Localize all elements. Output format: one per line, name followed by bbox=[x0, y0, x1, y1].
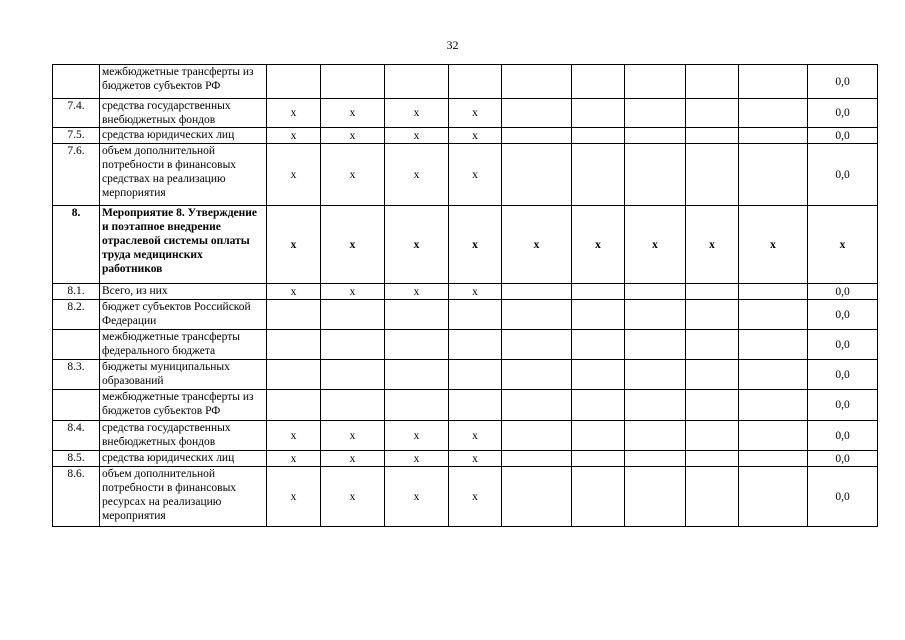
value-cell: 0,0 bbox=[808, 284, 878, 300]
value-cell: 0,0 bbox=[808, 421, 878, 451]
value-cell bbox=[739, 300, 808, 330]
value-cell bbox=[739, 467, 808, 527]
row-number-cell bbox=[53, 390, 100, 421]
value-cell: x bbox=[385, 451, 449, 467]
value-cell bbox=[572, 300, 625, 330]
row-number-cell: 8. bbox=[53, 206, 100, 284]
value-cell bbox=[572, 128, 625, 144]
row-number-cell: 8.2. bbox=[53, 300, 100, 330]
value-cell: x bbox=[385, 206, 449, 284]
value-cell bbox=[739, 144, 808, 206]
value-cell bbox=[502, 390, 572, 421]
value-cell bbox=[625, 451, 686, 467]
value-cell bbox=[625, 300, 686, 330]
value-cell: x bbox=[267, 421, 321, 451]
value-cell: x bbox=[321, 99, 385, 128]
value-cell bbox=[572, 65, 625, 99]
value-cell bbox=[385, 330, 449, 360]
value-cell bbox=[321, 360, 385, 390]
value-cell bbox=[502, 99, 572, 128]
row-number-cell: 8.4. bbox=[53, 421, 100, 451]
row-description-cell: бюджет субъектов Российской Федерации bbox=[100, 300, 267, 330]
table-row bbox=[53, 467, 878, 527]
value-cell bbox=[739, 99, 808, 128]
value-cell: x bbox=[321, 284, 385, 300]
row-description-cell: средства юридических лиц bbox=[100, 128, 267, 144]
table-row bbox=[53, 421, 878, 451]
table-row bbox=[53, 390, 878, 421]
value-cell: 0,0 bbox=[808, 99, 878, 128]
row-description-cell: средства юридических лиц bbox=[100, 451, 267, 467]
value-cell: x bbox=[686, 206, 739, 284]
value-cell: 0,0 bbox=[808, 390, 878, 421]
row-description-cell: Всего, из них bbox=[100, 284, 267, 300]
value-cell bbox=[625, 467, 686, 527]
value-cell bbox=[686, 99, 739, 128]
value-cell bbox=[502, 421, 572, 451]
row-description-cell: объем дополнительной потребности в финансовых ресурсах на реализацию мероприятия bbox=[100, 467, 267, 527]
row-number-cell: 8.5. bbox=[53, 451, 100, 467]
value-cell bbox=[686, 128, 739, 144]
value-cell bbox=[686, 300, 739, 330]
value-cell bbox=[502, 144, 572, 206]
value-cell: x bbox=[385, 467, 449, 527]
value-cell: x bbox=[321, 451, 385, 467]
value-cell: 0,0 bbox=[808, 144, 878, 206]
value-cell: x bbox=[267, 451, 321, 467]
value-cell bbox=[686, 421, 739, 451]
value-cell bbox=[572, 467, 625, 527]
value-cell bbox=[686, 360, 739, 390]
value-cell: x bbox=[321, 421, 385, 451]
row-description-cell: средства государственных внебюджетных фондов bbox=[100, 99, 267, 128]
value-cell bbox=[686, 330, 739, 360]
value-cell bbox=[267, 300, 321, 330]
value-cell bbox=[385, 65, 449, 99]
row-description-cell: бюджеты муниципальных образований bbox=[100, 360, 267, 390]
table-row bbox=[53, 284, 878, 300]
page-number: 32 bbox=[446, 38, 459, 52]
value-cell: x bbox=[449, 99, 502, 128]
value-cell bbox=[686, 65, 739, 99]
value-cell bbox=[267, 65, 321, 99]
value-cell bbox=[739, 451, 808, 467]
value-cell: 0,0 bbox=[808, 300, 878, 330]
value-cell: x bbox=[385, 284, 449, 300]
value-cell bbox=[502, 451, 572, 467]
value-cell: x bbox=[449, 451, 502, 467]
value-cell bbox=[572, 284, 625, 300]
value-cell bbox=[572, 99, 625, 128]
value-cell: x bbox=[808, 206, 878, 284]
value-cell: x bbox=[267, 128, 321, 144]
table-row bbox=[53, 330, 878, 360]
value-cell bbox=[502, 360, 572, 390]
value-cell bbox=[686, 284, 739, 300]
value-cell: x bbox=[449, 144, 502, 206]
value-cell: x bbox=[385, 144, 449, 206]
value-cell: x bbox=[385, 128, 449, 144]
table-row bbox=[53, 99, 878, 128]
value-cell: 0,0 bbox=[808, 128, 878, 144]
row-description-cell: объем дополнительной потребности в финансовых средствах на реализацию мерпориятия bbox=[100, 144, 267, 206]
value-cell bbox=[385, 360, 449, 390]
table-row bbox=[53, 206, 878, 284]
value-cell bbox=[449, 360, 502, 390]
value-cell bbox=[572, 360, 625, 390]
value-cell bbox=[625, 421, 686, 451]
value-cell: x bbox=[449, 206, 502, 284]
value-cell bbox=[502, 300, 572, 330]
value-cell: x bbox=[321, 128, 385, 144]
value-cell bbox=[625, 330, 686, 360]
table-row bbox=[53, 144, 878, 206]
row-number-cell: 8.1. bbox=[53, 284, 100, 300]
value-cell bbox=[572, 330, 625, 360]
value-cell bbox=[449, 390, 502, 421]
value-cell bbox=[625, 65, 686, 99]
value-cell bbox=[502, 65, 572, 99]
budget-table bbox=[52, 64, 878, 527]
value-cell bbox=[572, 451, 625, 467]
value-cell: x bbox=[502, 206, 572, 284]
value-cell: x bbox=[267, 206, 321, 284]
value-cell bbox=[385, 300, 449, 330]
row-description-cell: межбюджетные трансферты из бюджетов субъектов РФ bbox=[100, 390, 267, 421]
value-cell: x bbox=[449, 284, 502, 300]
table-row bbox=[53, 451, 878, 467]
value-cell bbox=[625, 360, 686, 390]
row-number-cell: 7.4. bbox=[53, 99, 100, 128]
row-number-cell: 8.3. bbox=[53, 360, 100, 390]
row-number-cell: 8.6. bbox=[53, 467, 100, 527]
table-row bbox=[53, 128, 878, 144]
value-cell bbox=[686, 467, 739, 527]
value-cell: 0,0 bbox=[808, 360, 878, 390]
value-cell bbox=[625, 99, 686, 128]
value-cell bbox=[625, 128, 686, 144]
value-cell bbox=[449, 65, 502, 99]
value-cell bbox=[502, 330, 572, 360]
value-cell bbox=[502, 284, 572, 300]
value-cell bbox=[686, 451, 739, 467]
row-description-cell: межбюджетные трансферты федерального бюджета bbox=[100, 330, 267, 360]
table-body bbox=[53, 65, 878, 527]
value-cell: 0,0 bbox=[808, 467, 878, 527]
value-cell bbox=[321, 390, 385, 421]
value-cell: 0,0 bbox=[808, 451, 878, 467]
value-cell: x bbox=[385, 99, 449, 128]
value-cell bbox=[449, 300, 502, 330]
value-cell bbox=[502, 128, 572, 144]
value-cell bbox=[267, 390, 321, 421]
value-cell: 0,0 bbox=[808, 330, 878, 360]
value-cell: x bbox=[321, 467, 385, 527]
value-cell: x bbox=[321, 206, 385, 284]
value-cell bbox=[321, 300, 385, 330]
value-cell: x bbox=[449, 421, 502, 451]
value-cell bbox=[739, 65, 808, 99]
value-cell bbox=[572, 390, 625, 421]
value-cell bbox=[625, 390, 686, 421]
value-cell bbox=[385, 390, 449, 421]
value-cell: 0,0 bbox=[808, 65, 878, 99]
value-cell bbox=[449, 330, 502, 360]
value-cell bbox=[321, 330, 385, 360]
value-cell bbox=[739, 360, 808, 390]
value-cell bbox=[267, 330, 321, 360]
value-cell bbox=[321, 65, 385, 99]
value-cell bbox=[686, 390, 739, 421]
value-cell: x bbox=[267, 99, 321, 128]
value-cell bbox=[267, 360, 321, 390]
value-cell bbox=[572, 421, 625, 451]
row-number-cell: 7.6. bbox=[53, 144, 100, 206]
value-cell: x bbox=[385, 421, 449, 451]
value-cell: x bbox=[321, 144, 385, 206]
value-cell: x bbox=[267, 284, 321, 300]
value-cell: x bbox=[572, 206, 625, 284]
row-description-cell: межбюджетные трансферты из бюджетов субъектов РФ bbox=[100, 65, 267, 99]
row-description-cell: Мероприятие 8. Утверждение и поэтапное внедрение отраслевой системы оплаты труда медицинских работников bbox=[100, 206, 267, 284]
table-row bbox=[53, 65, 878, 99]
value-cell: x bbox=[625, 206, 686, 284]
row-number-cell bbox=[53, 330, 100, 360]
row-number-cell: 7.5. bbox=[53, 128, 100, 144]
value-cell: x bbox=[267, 144, 321, 206]
value-cell bbox=[572, 144, 625, 206]
value-cell: x bbox=[739, 206, 808, 284]
value-cell bbox=[625, 284, 686, 300]
row-number-cell bbox=[53, 65, 100, 99]
value-cell bbox=[739, 284, 808, 300]
table-row bbox=[53, 360, 878, 390]
value-cell: x bbox=[449, 467, 502, 527]
row-description-cell: средства государственных внебюджетных фондов bbox=[100, 421, 267, 451]
table-row bbox=[53, 300, 878, 330]
value-cell bbox=[739, 421, 808, 451]
value-cell: x bbox=[449, 128, 502, 144]
value-cell bbox=[739, 128, 808, 144]
value-cell bbox=[502, 467, 572, 527]
value-cell bbox=[625, 144, 686, 206]
value-cell bbox=[739, 330, 808, 360]
value-cell bbox=[739, 390, 808, 421]
value-cell bbox=[686, 144, 739, 206]
value-cell: x bbox=[267, 467, 321, 527]
